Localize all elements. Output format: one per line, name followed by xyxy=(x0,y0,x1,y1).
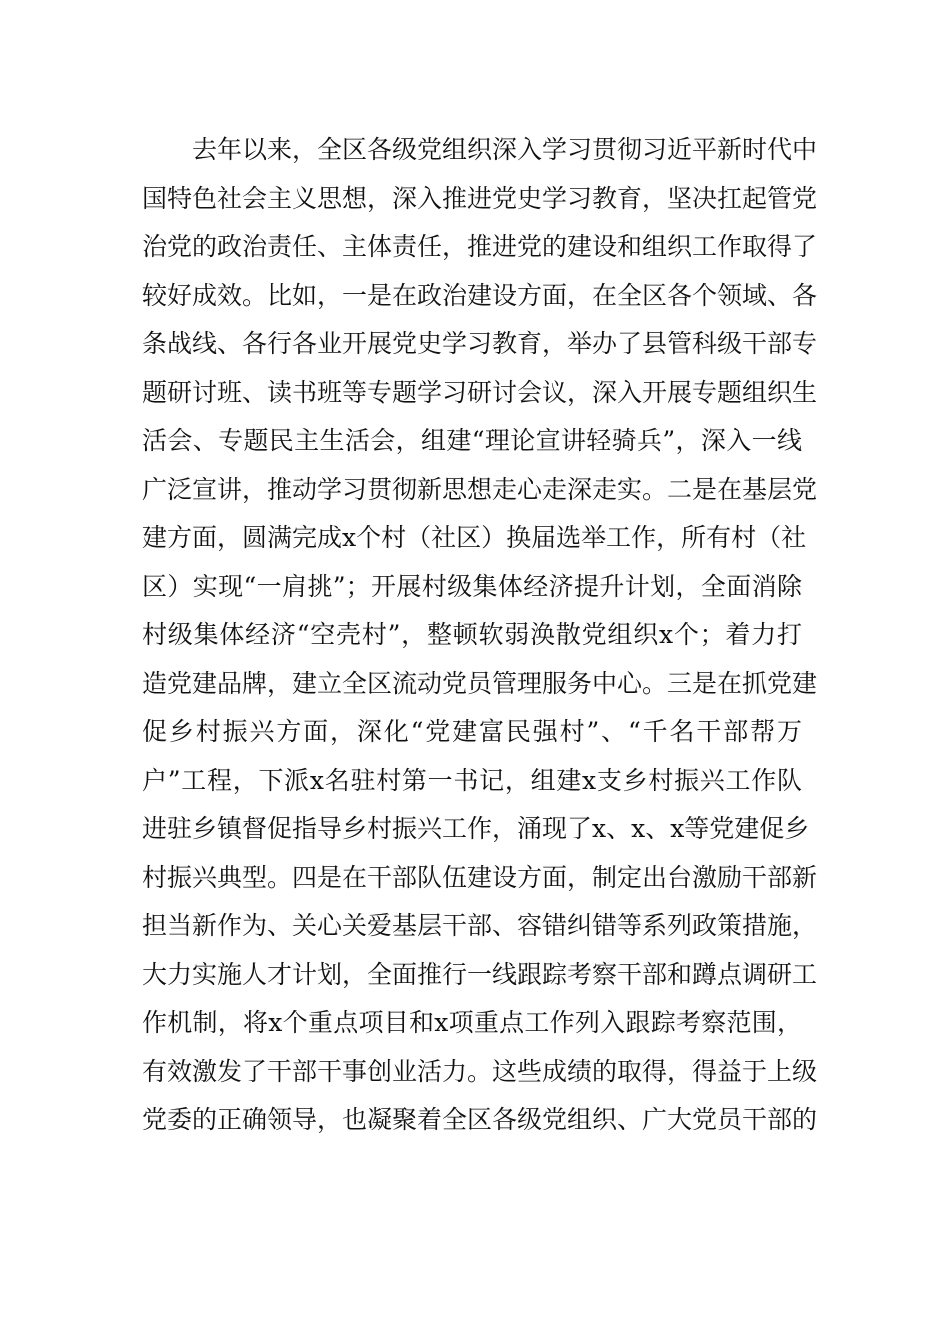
paragraph-line: 促乡村振兴方面，深化“党建富民强村”、“千名干部帮万 xyxy=(142,717,802,746)
paragraph-line: 建方面，圆满完成x个村（社区）换届选举工作，所有村（社 xyxy=(142,523,807,552)
paragraph-line: 较好成效。比如，一是在政治建设方面，在全区各个领域、各 xyxy=(142,280,818,310)
paragraph-line: 活会、专题民主生活会，组建“理论宣讲轻骑兵”，深入一线 xyxy=(142,426,802,455)
paragraph-line: 有效激发了干部干事创业活力。这些成绩的取得，得益于上级 xyxy=(142,1056,818,1086)
paragraph-line: 担当新作为、关心关爱基层干部、容错纠错等系列政策措施， xyxy=(142,911,818,940)
paragraph-line: 作机制，将x个重点项目和x项重点工作列入跟踪考察范围， xyxy=(142,1008,802,1037)
paragraph-line: 村振兴典型。四是在干部队伍建设方面，制定出台激励干部新 xyxy=(142,862,818,892)
paragraph-line: 户”工程，下派x名驻村第一书记，组建x支乡村振兴工作队 xyxy=(142,765,802,795)
body-paragraph xyxy=(142,132,818,1151)
paragraph-line: 区）实现“一肩挑”；开展村级集体经济提升计划，全面消除 xyxy=(142,571,802,601)
paragraph-line: 广泛宣讲，推动学习贯彻新思想走心走深走实。二是在基层党 xyxy=(142,474,818,504)
paragraph-line: 国特色社会主义思想，深入推进党史学习教育，坚决扛起管党 xyxy=(142,183,818,213)
paragraph-line: 治党的政治责任、主体责任，推进党的建设和组织工作取得了 xyxy=(142,232,818,261)
paragraph-line: 大力实施人才计划，全面推行一线跟踪考察干部和蹲点调研工 xyxy=(142,959,818,989)
paragraph-line: 题研讨班、读书班等专题学习研讨会议，深入开展专题组织生 xyxy=(142,377,818,407)
paragraph-line: 去年以来，全区各级党组织深入学习贯彻习近平新时代中 xyxy=(192,135,818,164)
paragraph-line: 村级集体经济“空壳村”，整顿软弱涣散党组织x个；着力打 xyxy=(142,620,802,649)
paragraph-line: 造党建品牌，建立全区流动党员管理服务中心。三是在抓党建 xyxy=(142,668,818,698)
paragraph-line: 党委的正确领导，也凝聚着全区各级党组织、广大党员干部的 xyxy=(142,1105,818,1134)
paragraph-line: 进驻乡镇督促指导乡村振兴工作，涌现了x、x、x等党建促乡 xyxy=(142,814,810,843)
paragraph-line: 条战线、各行各业开展党史学习教育，举办了县管科级干部专 xyxy=(142,329,818,358)
